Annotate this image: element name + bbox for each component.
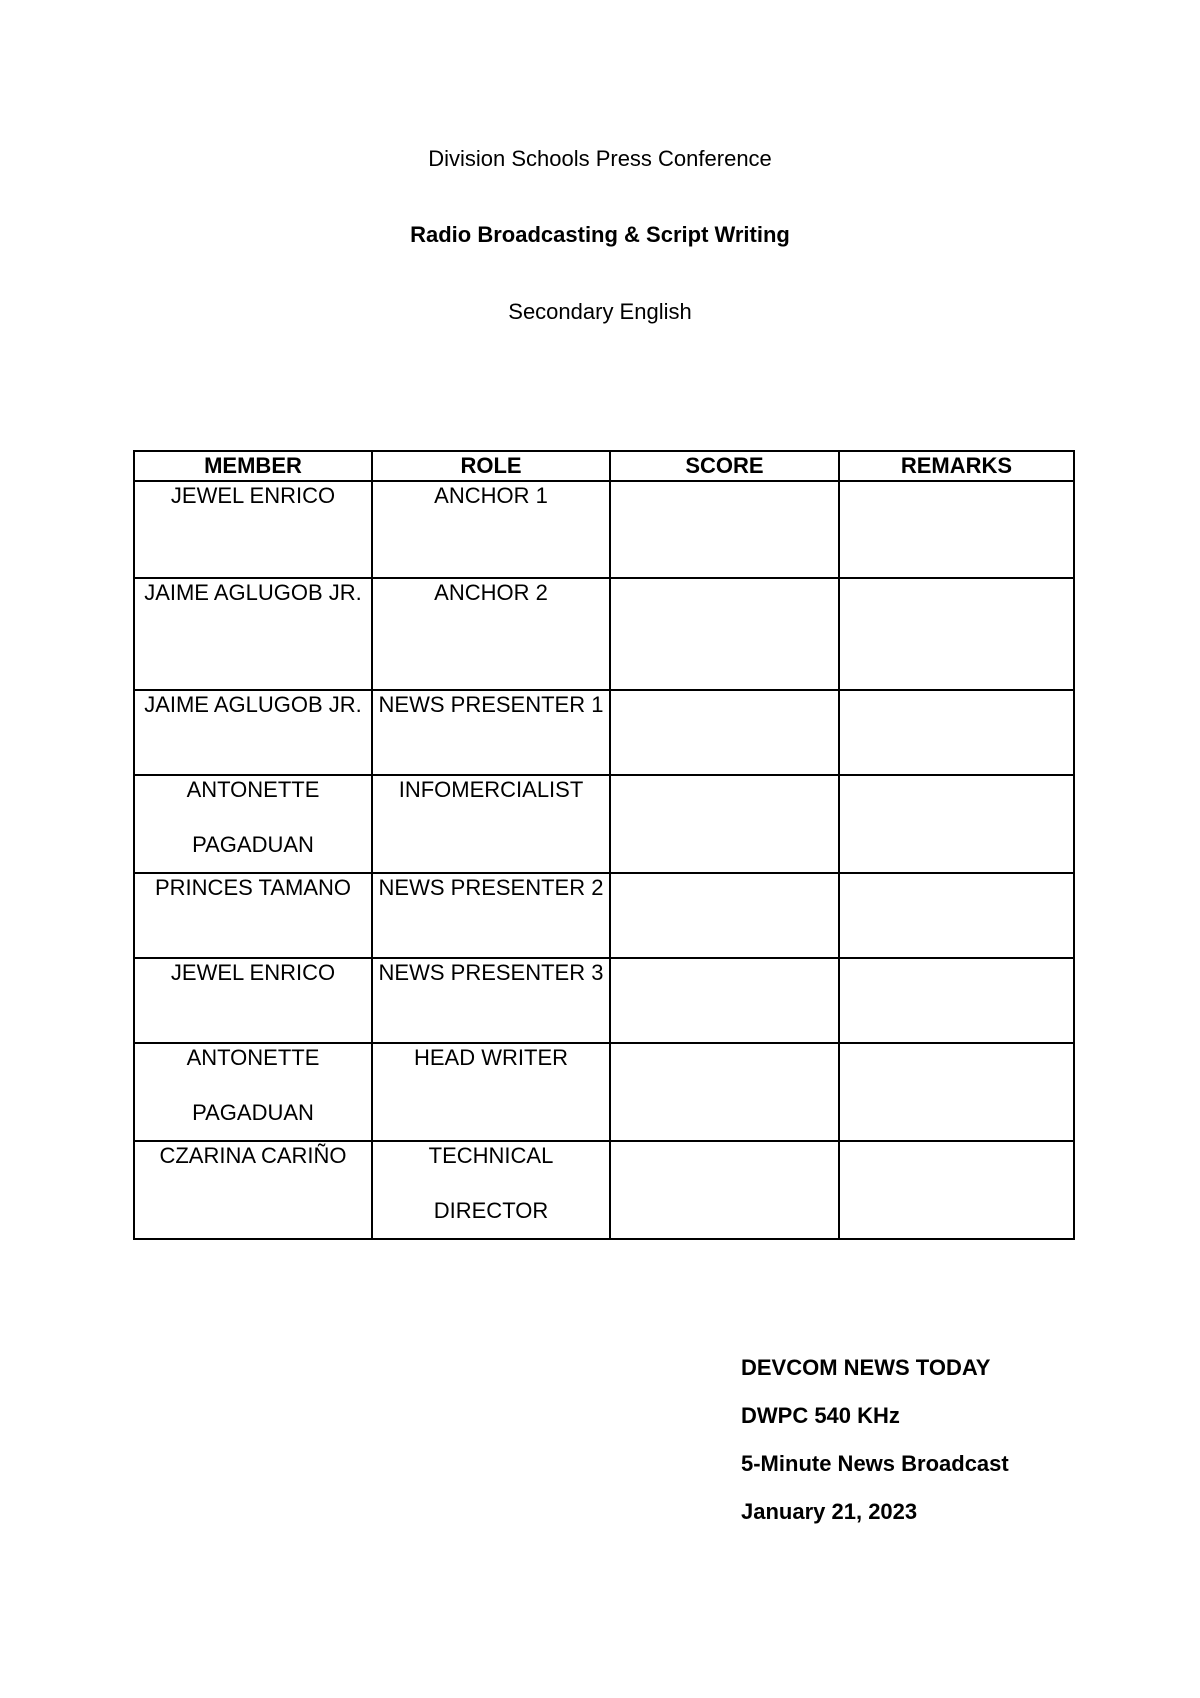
score-cell [610,873,839,958]
score-cell [610,578,839,690]
remarks-cell [839,775,1074,873]
remarks-cell [839,690,1074,775]
remarks-cell [839,1141,1074,1239]
table-row [134,578,1074,690]
role-cell: NEWS PRESENTER 1 [372,690,610,775]
table-row [134,873,1074,958]
broadcast-date: January 21, 2023 [741,1499,918,1524]
division-subtitle: Secondary English [508,299,692,324]
member-cell: CZARINA CARIÑO [134,1141,372,1239]
remarks-cell [839,873,1074,958]
broadcast-format: 5-Minute News Broadcast [741,1451,1009,1476]
conference-title: Division Schools Press Conference [428,146,772,171]
score-cell [610,481,839,578]
header-remarks: REMARKS [839,451,1074,481]
member-cell: PRINCES TAMANO [134,873,372,958]
table-row [134,1141,1074,1239]
header-member: MEMBER [134,451,372,481]
member-cell: JAIME AGLUGOB JR. [134,690,372,775]
table-header-row [134,451,1074,481]
member-cell: JEWEL ENRICO [134,958,372,1043]
role-cell: INFOMERCIALIST [372,775,610,873]
score-cell [610,1141,839,1239]
category-title: Radio Broadcasting & Script Writing [410,222,790,247]
remarks-cell [839,578,1074,690]
role-cell: NEWS PRESENTER 2 [372,873,610,958]
member-cell: JAIME AGLUGOB JR. [134,578,372,690]
score-cell [610,690,839,775]
member-cell: ANTONETTE PAGADUAN [134,775,372,873]
role-cell: HEAD WRITER [372,1043,610,1141]
score-cell [610,958,839,1043]
table-row [134,1043,1074,1141]
role-cell: ANCHOR 1 [372,481,610,578]
table-row [134,958,1074,1043]
program-name: DEVCOM NEWS TODAY [741,1355,991,1380]
remarks-cell [839,481,1074,578]
role-cell: NEWS PRESENTER 3 [372,958,610,1043]
role-cell: ANCHOR 2 [372,578,610,690]
member-cell: JEWEL ENRICO [134,481,372,578]
remarks-cell [839,1043,1074,1141]
remarks-cell [839,958,1074,1043]
table-row [134,775,1074,873]
score-cell [610,1043,839,1141]
roster-table [133,450,1075,1240]
table-row [134,481,1074,578]
header-role: ROLE [372,451,610,481]
table-row [134,690,1074,775]
broadcast-info [741,1355,1009,1547]
station-frequency: DWPC 540 KHz [741,1403,900,1428]
role-cell: TECHNICAL DIRECTOR [372,1141,610,1239]
score-cell [610,775,839,873]
member-cell: ANTONETTE PAGADUAN [134,1043,372,1141]
header-score: SCORE [610,451,839,481]
